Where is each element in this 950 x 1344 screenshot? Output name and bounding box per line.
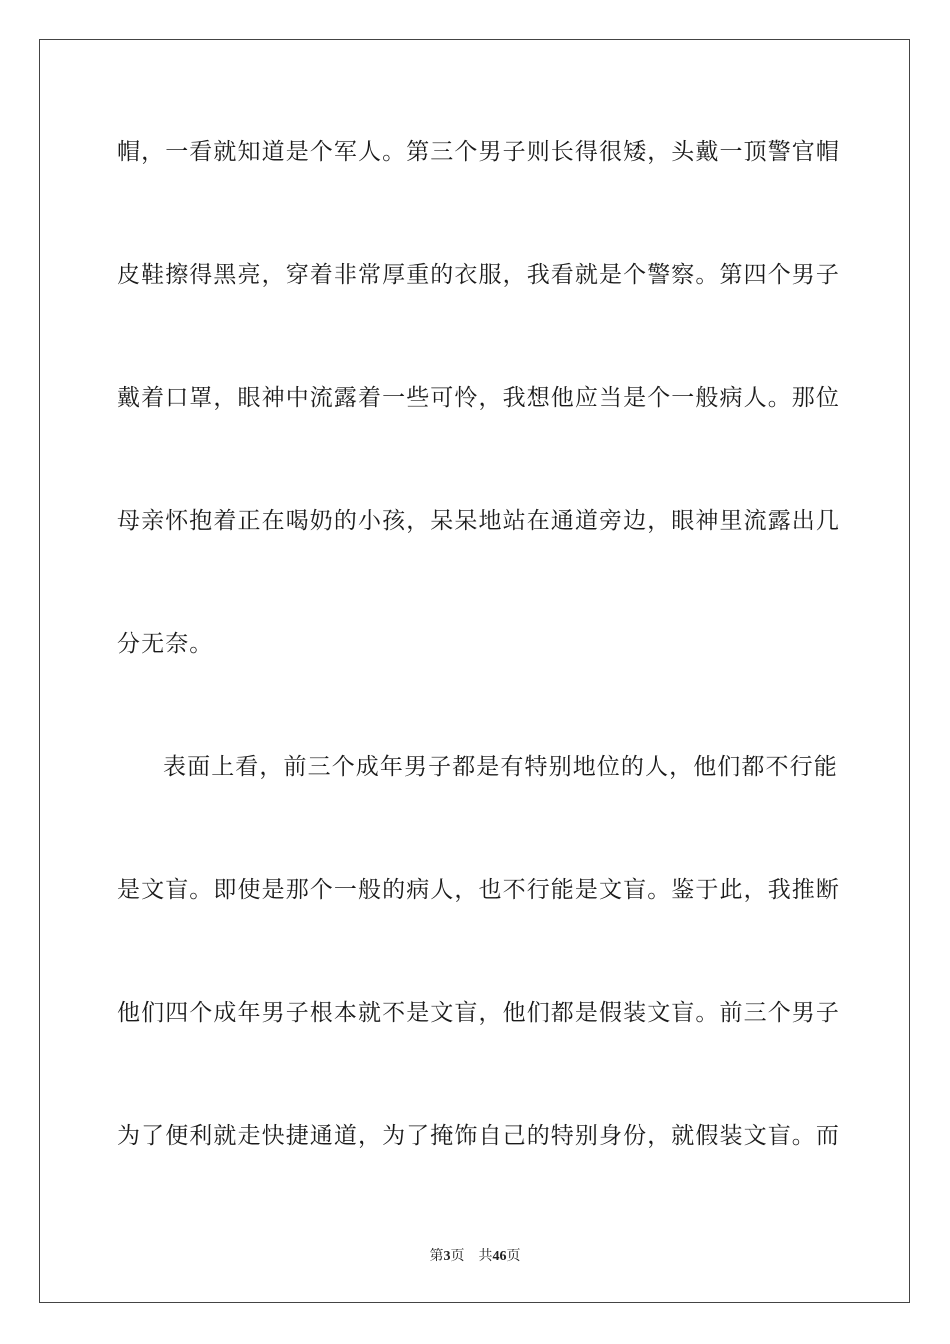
- page-border: [39, 39, 910, 1303]
- body-text-line: 母亲怀抱着正在喝奶的小孩，呆呆地站在通道旁边，眼神里流露出几: [117, 508, 840, 534]
- body-text-line: 分无奈。: [117, 631, 214, 657]
- page-footer: [0, 1248, 950, 1266]
- paragraph-first-line: 表面上看，前三个成年男子都是有特别地位的人，他们都不行能: [163, 754, 838, 780]
- body-text-line: 是文盲。即使是那个一般的病人，也不行能是文盲。鉴于此，我推断: [117, 877, 840, 903]
- page-label-suffix: 页: [450, 1249, 465, 1264]
- body-text-line: 为了便利就走快捷通道，为了掩饰自己的特别身份，就假装文盲。而: [117, 1123, 840, 1149]
- page-label-prefix: 第: [429, 1249, 444, 1264]
- current-page-number: 3: [443, 1249, 451, 1264]
- body-text-line: 他们四个成年男子根本就不是文盲，他们都是假装文盲。前三个男子: [117, 1000, 840, 1026]
- body-text-line: 皮鞋擦得黑亮，穿着非常厚重的衣服，我看就是个警察。第四个男子: [117, 262, 840, 288]
- total-label-prefix: 共: [478, 1249, 493, 1264]
- body-text-line: 帽，一看就知道是个军人。第三个男子则长得很矮，头戴一顶警官帽: [117, 139, 840, 165]
- total-label-suffix: 页: [506, 1249, 521, 1264]
- body-text-line: 戴着口罩，眼神中流露着一些可怜，我想他应当是个一般病人。那位: [117, 385, 840, 411]
- total-pages-number: 46: [492, 1249, 507, 1264]
